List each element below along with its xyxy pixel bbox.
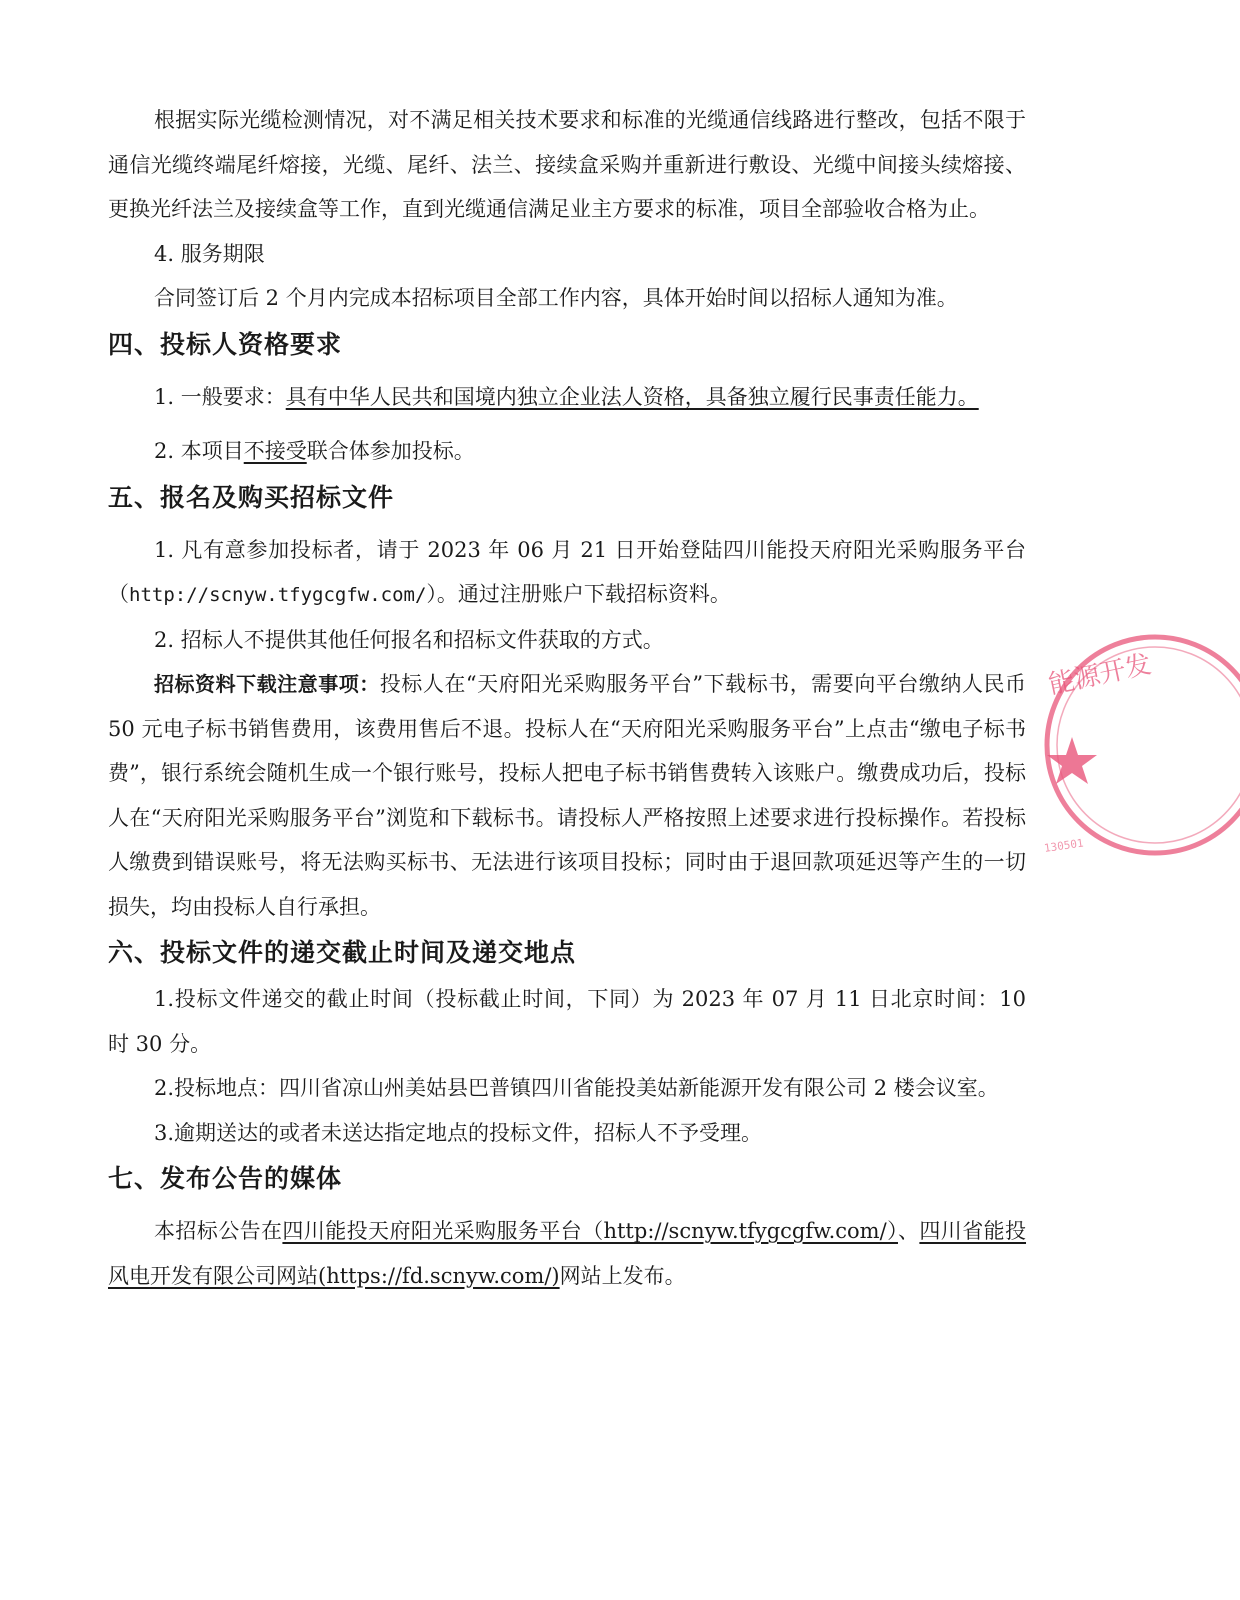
service-period-title: 4. 服务期限 <box>154 241 265 266</box>
late-submission-rule: 3.逾期送达的或者未送达指定地点的投标文件，招标人不予受理。 <box>154 1120 763 1145</box>
svg-text:能源开发: 能源开发 <box>1046 649 1154 701</box>
registration-item-2: 2. 招标人不提供其他任何报名和招标文件获取的方式。 <box>154 627 664 652</box>
company-seal-icon <box>1040 625 1240 865</box>
download-notice-text: 投标人在“天府阳光采购服务平台”下载标书，需要向平台缴纳人民币 50 元电子标书销售费用，该费用售后不退。投标人在“天府阳光采购服务平台”上点击“缴电子标书费”，银行系统会随机生成一个银行账号，投标人把电子标书销售费转入该账户。缴费成功后，投标人在“天府阳光采购服务平台”浏览和下载标书。请投标人严格按照上述要求进行投标操作。若投标人缴费到错误账号，将无法购买标书、无法进行该项目投标；同时由于退回款项延迟等产生的一切损失，均由投标人自行承担。 <box>108 672 1026 919</box>
platform-url: http://scnyw.tfygcgfw.com/ <box>129 584 427 606</box>
media-publication <box>108 1209 1026 1298</box>
qualification-item-2 <box>108 429 1026 474</box>
qualification-item-2-suffix: 联合体参加投标。 <box>306 439 475 463</box>
qualification-item-2-not-accept: 不接受 <box>243 439 307 463</box>
section-heading-registration: 五、报名及购买招标文件 <box>108 482 395 512</box>
service-period-text: 合同签订后 2 个月内完成本招标项目全部工作内容，具体开始时间以招标人通知为准。 <box>154 286 958 310</box>
qualification-item-1-requirement: 具有中华人民共和国境内独立企业法人资格，具备独立履行民事责任能力。 <box>285 384 979 409</box>
qualification-item-1 <box>108 375 1026 420</box>
registration-item-1-suffix: ）。通过注册账户下载招标资料。 <box>426 582 731 606</box>
registration-item-1 <box>108 528 1026 618</box>
download-notice-label: 招标资料下载注意事项： <box>154 672 380 696</box>
download-notice <box>108 662 1026 929</box>
section-heading-submission: 六、投标文件的递交截止时间及递交地点 <box>108 938 577 967</box>
submission-deadline: 1.投标文件递交的截止时间（投标截止时间，下同）为 2023 年 07 月 11 日北京时间：10 时 30 分。 <box>108 987 1026 1056</box>
section-heading-media: 七、发布公告的媒体 <box>108 1164 343 1193</box>
paragraph-rectification: 根据实际光缆检测情况，对不满足相关技术要求和标准的光缆通信线路进行整改，包括不限于通信光缆终端尾纤熔接，光缆、尾纤、法兰、接续盒采购并重新进行敷设、光缆中间接头续熔接、更换光纤法兰及接续盒等工作，直到光缆通信满足业主方要求的标准，项目全部验收合格为止。 <box>108 108 1026 221</box>
media-separator: 、 <box>897 1219 920 1243</box>
document-page <box>108 98 1026 1298</box>
qualification-item-2-prefix: 2. 本项目 <box>154 439 244 463</box>
qualification-item-1-prefix: 1. 一般要求： <box>154 384 286 409</box>
submission-location: 2.投标地点：四川省凉山州美姑县巴普镇四川省能投美姑新能源开发有限公司 2 楼会议室。 <box>154 1076 999 1100</box>
media-text-suffix: 网站上发布。 <box>559 1263 686 1288</box>
media-link-platform: 四川能投天府阳光采购服务平台（http://scnyw.tfygcgfw.com/） <box>282 1219 898 1243</box>
registration-item-1-text: 1. 凡有意参加投标者，请于 2023 年 06 月 21 日开始登陆四川能投天府阳光采购服务平台（ <box>108 537 1026 606</box>
media-link-company-site: 四川省能投风电开发有限公司网站(https://fd.scnyw.com/) <box>108 1219 1027 1288</box>
svg-text:130501: 130501 <box>1043 836 1085 855</box>
section-heading-qualification: 四、投标人资格要求 <box>108 329 343 359</box>
media-text-prefix: 本招标公告在 <box>154 1219 283 1243</box>
